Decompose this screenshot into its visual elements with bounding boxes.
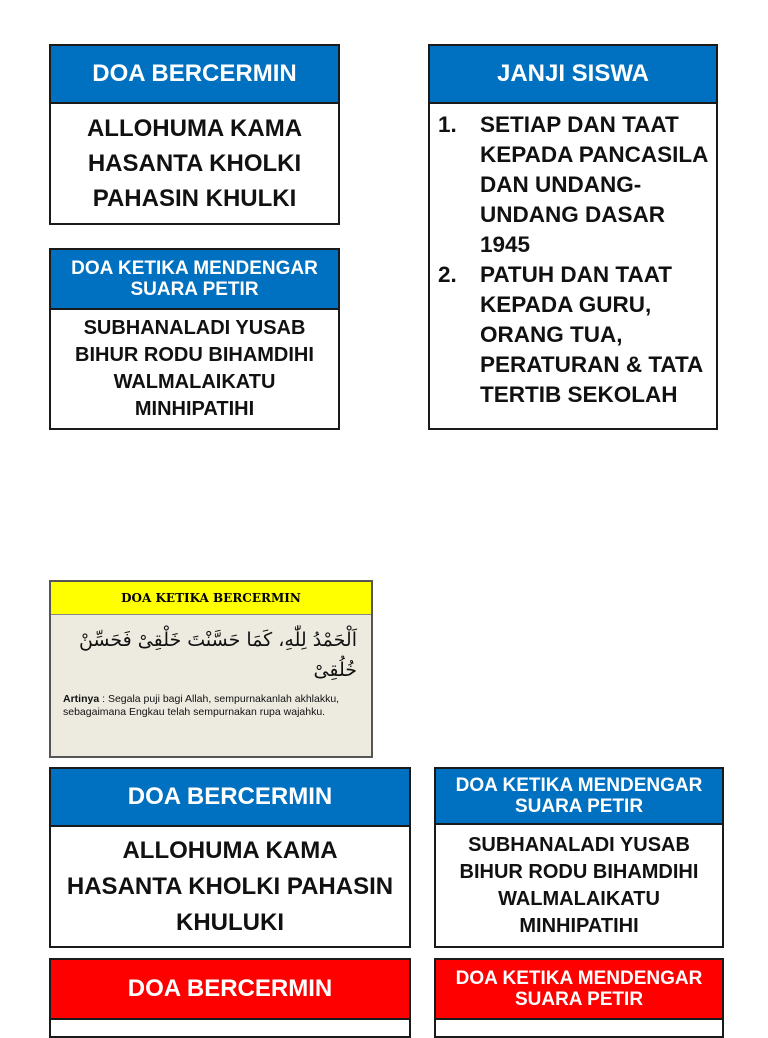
card-text: SUBHANALADI YUSAB BIHUR RODU BIHAMDIHI WALMALAIKATU MINHIPATIHI bbox=[459, 833, 699, 937]
card-doa-ketika-bercermin bbox=[49, 580, 373, 758]
card-doa-bercermin-top bbox=[49, 44, 340, 225]
card-title: DOA BERCERMIN bbox=[51, 46, 338, 104]
card-doa-petir-bottom bbox=[434, 767, 724, 948]
card-title: DOA BERCERMIN bbox=[51, 960, 409, 1020]
card-doa-bercermin-bottom bbox=[49, 767, 411, 948]
card-title: DOA BERCERMIN bbox=[51, 769, 409, 827]
list-item bbox=[438, 260, 708, 410]
card-title: JANJI SISWA bbox=[430, 46, 716, 104]
meaning-text bbox=[51, 685, 371, 719]
card-title: DOA KETIKA MENDENGAR SUARA PETIR bbox=[436, 960, 722, 1020]
meaning-label: Artinya bbox=[63, 693, 100, 705]
card-janji-siswa bbox=[428, 44, 718, 430]
list-number: 1. bbox=[438, 112, 457, 137]
list-text: PATUH DAN TAAT KEPADA GURU, ORANG TUA, PERATURAN & TATA TERTIB SEKOLAH bbox=[480, 262, 703, 407]
card-doa-bercermin-red bbox=[49, 958, 411, 1038]
card-title: DOA KETIKA MENDENGAR SUARA PETIR bbox=[51, 250, 338, 310]
card-text: SUBHANALADI YUSAB BIHUR RODU BIHAMDIHI WALMALAIKATU MINHIPATIHI bbox=[75, 317, 314, 420]
meaning-body: : Segala puji bagi Allah, sempurnakanlah akhlakku, sebagaimana Engkau telah sempurnakan rupa wajahku. bbox=[63, 693, 340, 718]
list-item bbox=[438, 110, 708, 260]
card-doa-petir-top bbox=[49, 248, 340, 430]
promise-list bbox=[430, 104, 716, 410]
arabic-text: اَلْحَمْدُ لِلّٰهِ، كَمَا حَسَّنْتَ خَلْقِىْ فَحَسِّنْ خُلُقِىْ bbox=[78, 629, 357, 681]
card-text: ALLOHUMA KAMA HASANTA KHOLKI PAHASIN KHULUKI bbox=[66, 836, 394, 936]
card-text: ALLOHUMA KAMA HASANTA KHOLKI PAHASIN KHULKI bbox=[86, 115, 303, 212]
list-text: SETIAP DAN TAAT KEPADA PANCASILA DAN UNDANG-UNDANG DASAR 1945 bbox=[480, 112, 708, 257]
list-number: 2. bbox=[438, 262, 457, 287]
card-title: DOA KETIKA MENDENGAR SUARA PETIR bbox=[436, 769, 722, 825]
card-doa-petir-red bbox=[434, 958, 724, 1038]
card-title: DOA KETIKA BERCERMIN bbox=[51, 582, 371, 615]
